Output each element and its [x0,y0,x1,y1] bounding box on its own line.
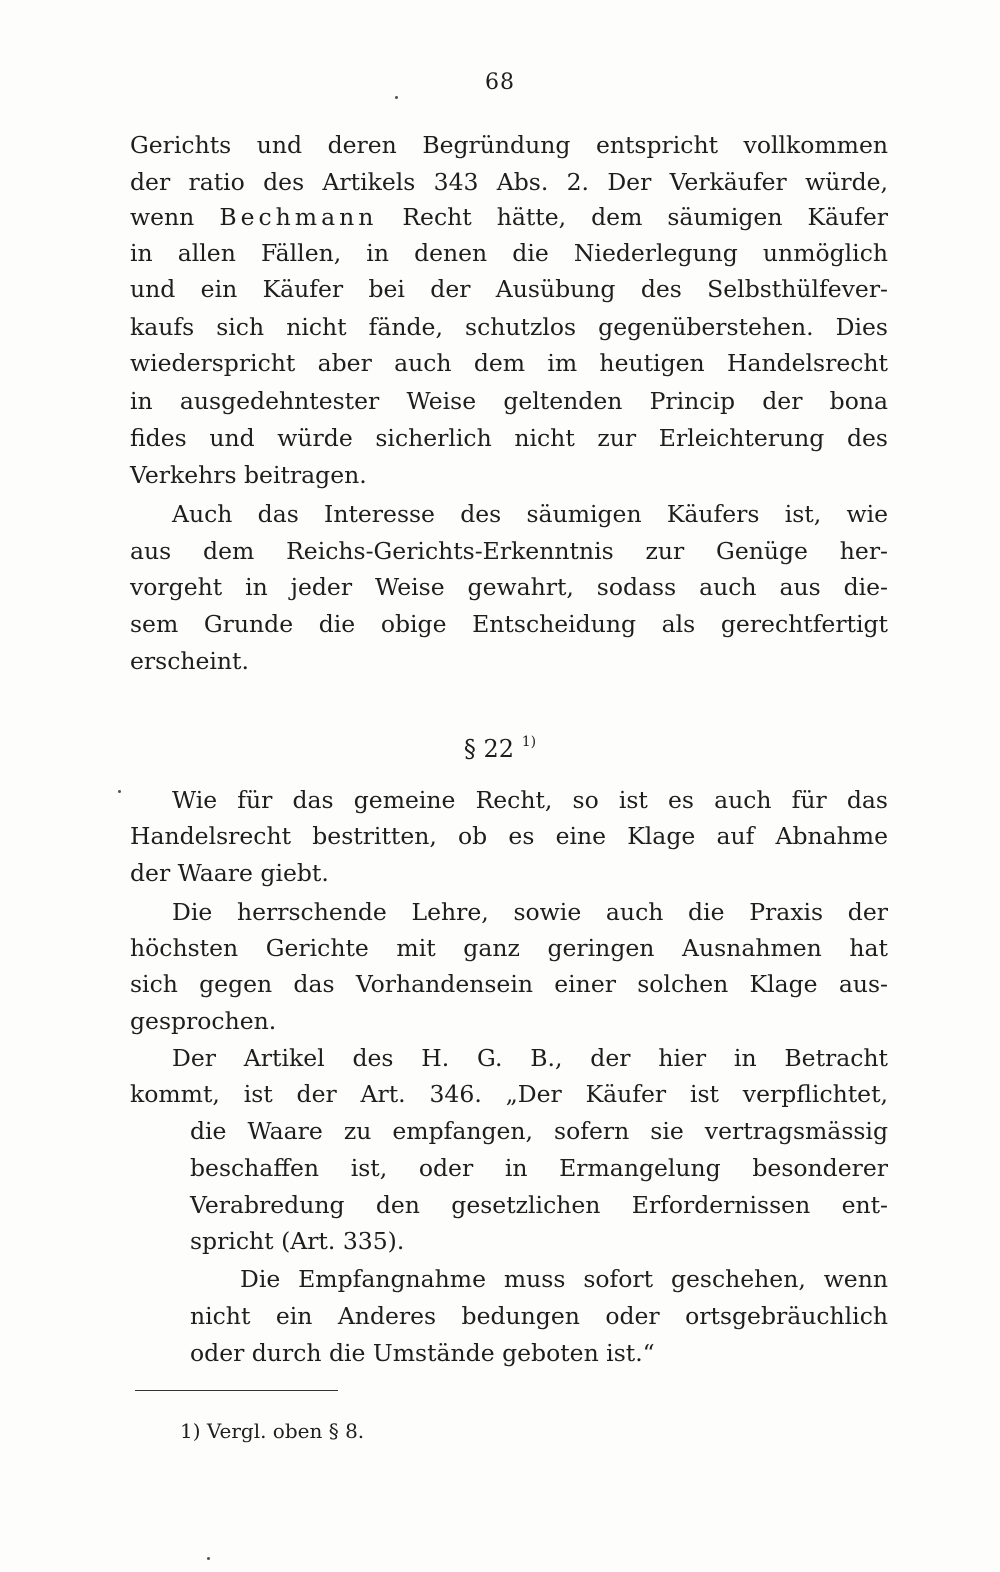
text-line: Die herrschende Lehre, sowie auch die Praxis der [172,898,888,926]
text-line: in allen Fällen, in denen die Niederlegung unmöglich [130,239,888,267]
footnote-divider [135,1390,338,1391]
text-line: wiederspricht aber auch dem im heutigen Handelsrecht [130,349,888,377]
text-segment: wenn [130,203,220,231]
text-line: Wie für das gemeine Recht, so ist es auch für das [172,786,888,814]
text-line: fides und würde sicherlich nicht zur Erleichterung des [130,424,888,452]
print-speck [207,1557,210,1560]
quote-line: spricht (Art. 335). [190,1227,405,1255]
section-heading [0,732,1000,766]
print-speck [395,96,398,99]
section-number: § 22 [463,735,515,763]
quote-line: die Waare zu empfangen, sofern sie vertragsmässig [190,1117,888,1145]
text-line: und ein Käufer bei der Ausübung des Selbsthülfever- [130,275,888,303]
page-number: 68 [485,70,515,95]
text-line: der Waare giebt. [130,859,329,887]
text-line: höchsten Gerichte mit ganz geringen Ausnahmen hat [130,934,888,962]
text-line: Auch das Interesse des säumigen Käufers ist, wie [172,500,888,528]
text-line: Verkehrs beitragen. [130,461,367,489]
footnote: 1) Vergl. oben § 8. [180,1419,365,1443]
quote-line: Verabredung den gesetzlichen Erfordernissen ent- [190,1191,888,1219]
print-speck [118,790,121,793]
quote-line: beschaffen ist, oder in Ermangelung besonderer [190,1154,888,1182]
author-name-spaced: Bechmann [219,203,378,231]
quote-line: nicht ein Anderes bedungen oder ortsgebräuchlich [190,1302,888,1330]
section-footnote-marker: 1) [521,734,537,750]
quote-line: Die Empfangnahme muss sofort geschehen, wenn [240,1265,888,1293]
text-line: erscheint. [130,647,249,675]
text-line: kaufs sich nicht fände, schutzlos gegenüberstehen. Dies [130,313,888,341]
text-line: sem Grunde die obige Entscheidung als gerechtfertigt [130,610,888,638]
text-line: in ausgedehntester Weise geltenden Princip der bona [130,387,888,415]
text-line: aus dem Reichs-Gerichts-Erkenntnis zur Genüge her- [130,537,888,565]
text-line: Handelsrecht bestritten, ob es eine Klage auf Abnahme [130,822,888,850]
text-line [130,200,888,234]
text-line: sich gegen das Vorhandensein einer solchen Klage aus- [130,970,888,998]
text-line: der ratio des Artikels 343 Abs. 2. Der Verkäufer würde, [130,168,888,196]
text-line: Der Artikel des H. G. B., der hier in Betracht [172,1044,888,1072]
text-line: vorgeht in jeder Weise gewahrt, sodass auch aus die- [130,573,888,601]
text-segment: Recht hätte, dem säumigen Käufer [377,203,889,231]
text-line: gesprochen. [130,1007,277,1035]
text-line: kommt, ist der Art. 346. „Der Käufer ist verpflichtet, [130,1080,888,1108]
text-line: Gerichts und deren Begründung entspricht vollkommen [130,131,888,159]
quote-line: oder durch die Umstände geboten ist.“ [190,1339,655,1367]
